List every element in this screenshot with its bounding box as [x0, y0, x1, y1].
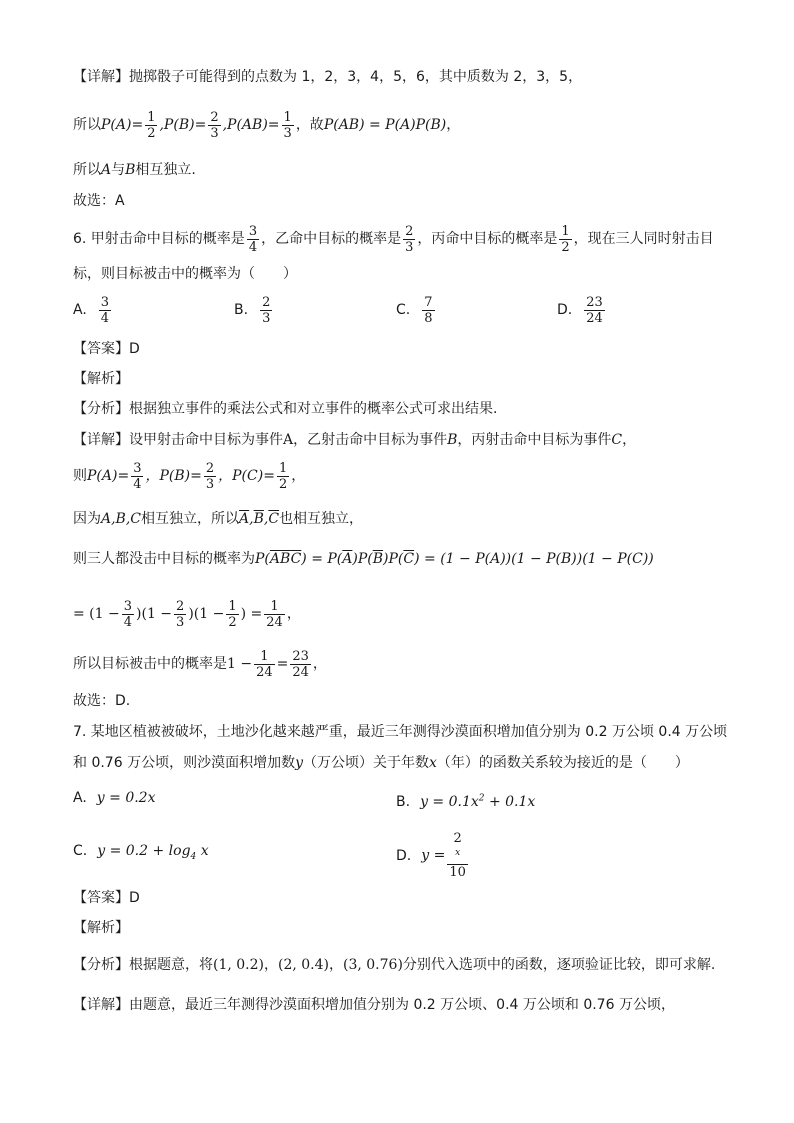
fraction-denominator: 3: [176, 614, 185, 630]
math-x: x: [429, 755, 437, 771]
math-pc: ，P(C): [218, 468, 264, 484]
q6-fenxi: [73, 399, 754, 419]
text: （年）的函数关系较为接近的是（ ）: [436, 755, 689, 771]
answer-tag: 【答案】: [73, 890, 129, 906]
math-pab: ,P(AB): [222, 117, 268, 133]
math-abc: A,B,C: [101, 511, 142, 527]
fraction-numerator: 1: [264, 599, 285, 615]
event-c: C: [611, 432, 623, 448]
text: 与: [111, 162, 126, 178]
option-label: B.: [396, 793, 411, 810]
option-label: B.: [234, 302, 249, 318]
equals-sign: =: [263, 468, 275, 484]
fenxi-text: 根据独立事件的乘法公式和对立事件的概率公式可求出结果.: [129, 401, 498, 417]
fraction-numerator: 7: [424, 294, 433, 310]
fenxi-tag: 【分析】: [73, 401, 129, 417]
fraction: [260, 295, 272, 326]
option-formula: [97, 843, 209, 862]
q7-option-c[interactable]: [73, 841, 209, 867]
math-y: y: [295, 755, 303, 771]
exponent: x: [455, 848, 461, 858]
text: ，乙射击命中目标为事件: [293, 432, 448, 448]
text: 所以: [73, 162, 101, 178]
text: ，丙命中目标的概率是: [417, 231, 558, 247]
fraction-denominator: 4: [133, 476, 142, 492]
fraction: [131, 461, 143, 492]
text: 相互独立，所以: [141, 511, 240, 527]
text: ，乙命中目标的概率是: [261, 231, 402, 247]
q7-detail: [73, 995, 754, 1015]
fraction-denominator: 4: [248, 239, 258, 255]
fraction-numerator: [447, 831, 468, 865]
q6-choice: 故选：D.: [73, 693, 131, 709]
answer-value: D: [129, 341, 140, 357]
text: ，现在三人同时射击目: [573, 231, 714, 247]
fraction-denominator: 2: [278, 476, 288, 492]
q7-fenxi: [73, 955, 754, 975]
text: 则: [73, 468, 87, 484]
q6-none-line: [73, 549, 754, 569]
formula-part: y = 0.1x: [420, 793, 479, 810]
separator: ，: [264, 957, 278, 973]
math-none-hit: $P(\overline{A}\overline{B}\overline{C}) = P(\overline{A})P(\overline{B})P(\overline{C})$: [255, 551, 425, 567]
equals-sign: =: [194, 117, 207, 133]
equals-sign: =: [131, 117, 144, 133]
equals-sign: =: [117, 468, 130, 484]
text: 则三人都没击中目标的概率为: [73, 551, 255, 567]
fraction-numerator: 2: [210, 109, 219, 125]
fraction: [264, 599, 285, 630]
fraction-denominator: 3: [205, 476, 215, 492]
fraction-numerator: 3: [100, 294, 110, 310]
text: ，: [312, 656, 327, 672]
math: )(1 −: [188, 606, 225, 622]
fraction: [282, 110, 294, 141]
q5-choice: 故选：A: [73, 193, 125, 209]
fraction: [174, 599, 186, 630]
fraction-numerator: 3: [133, 460, 142, 476]
point-1: (1, 0.2): [213, 957, 264, 973]
fraction-denominator: 2: [561, 239, 570, 255]
option-label: D.: [396, 847, 412, 864]
detail-text: 抛掷骰子可能得到的点数为 1，2，3，4，5，6，其中质数为 2，3，5，: [129, 69, 583, 85]
fraction-denominator: 24: [292, 664, 309, 680]
q7-option-d[interactable]: [396, 831, 470, 880]
math-pb: ,P(B): [159, 117, 195, 133]
text: 相互独立.: [135, 162, 196, 178]
fraction-denominator: 3: [210, 125, 219, 141]
fraction-denominator: 3: [283, 125, 292, 141]
math: ) =: [240, 606, 263, 622]
detail-tag: 【详解】: [73, 997, 129, 1013]
formula-part: y =: [421, 847, 446, 864]
point-2: (2, 0.4): [278, 957, 329, 973]
fraction: [99, 295, 111, 326]
fraction-denominator: 24: [586, 310, 603, 326]
event-b: B: [447, 432, 458, 448]
math-product-rule: P(AB) = P(A)P(B): [323, 117, 447, 133]
q5-probability-line: [73, 108, 754, 142]
fraction: [559, 224, 571, 255]
q7-option-b[interactable]: [396, 788, 535, 812]
q7-stem-line2: [73, 753, 754, 773]
fraction-denominator: 2: [147, 125, 156, 141]
fraction-denominator: 24: [266, 614, 283, 630]
equals-sign: =: [276, 656, 289, 672]
fraction-numerator: 1: [147, 109, 156, 125]
log-base: 4: [190, 851, 197, 862]
q6-stem-line2: 标，则目标被击中的概率为（ ）: [73, 266, 297, 282]
text: 和 0.76 万公顷，则沙漠面积增加数: [73, 755, 296, 771]
q5-detail-line: [73, 67, 754, 87]
formula-part: y = 0.2 + log: [97, 843, 191, 859]
fraction-denominator: 3: [262, 310, 271, 326]
math-none-expansion: = (1 − P(A))(1 − P(B))(1 − P(C)): [424, 551, 654, 567]
option-label: C.: [73, 843, 88, 859]
text: 设甲射击命中目标为事件: [129, 432, 283, 448]
fraction-denominator: 2: [228, 614, 237, 630]
fraction: [208, 110, 220, 141]
fraction-denominator: 3: [405, 239, 414, 255]
fraction-numerator: 2: [405, 223, 414, 239]
q6-option-b[interactable]: [234, 292, 274, 328]
fraction: [403, 224, 415, 255]
fraction-numerator: 2: [176, 598, 185, 614]
option-formula: y = 0.2x: [96, 790, 156, 806]
option-label: C.: [396, 302, 411, 318]
answer-tag: 【答案】: [73, 341, 129, 357]
fraction-numerator: 2: [262, 294, 271, 310]
q6-option-a[interactable]: [73, 292, 113, 328]
text: 6. 甲射击命中目标的概率是: [73, 231, 245, 247]
fraction: [122, 599, 134, 630]
option-label: A.: [73, 302, 87, 318]
math-pa: P(A): [101, 117, 132, 133]
fraction: [447, 831, 468, 880]
text: ，故: [295, 117, 324, 133]
fraction-numerator: 3: [123, 598, 133, 614]
detail-tag: 【详解】: [73, 69, 129, 85]
math: = (1 −: [73, 606, 120, 622]
text: 分别代入选项中的函数，逐项验证比较，即可求解.: [402, 957, 716, 973]
text-prefix: 所以: [73, 117, 101, 133]
q6-option-c[interactable]: [396, 292, 437, 328]
fraction-numerator: 1: [283, 109, 292, 125]
detail-tag: 【详解】: [73, 432, 129, 448]
q6-calc-line: [73, 596, 754, 632]
math-pa: P(A): [87, 468, 118, 484]
text: ，: [446, 117, 461, 133]
fraction-numerator: 2: [205, 460, 215, 476]
text: ，: [286, 606, 301, 622]
formula-part: x: [196, 843, 209, 859]
fraction-denominator: 10: [449, 865, 466, 881]
fraction: [422, 295, 434, 326]
fraction: [145, 110, 157, 141]
text: ，: [291, 468, 306, 484]
power-base: 2: [453, 831, 462, 846]
event-a: A: [283, 432, 294, 448]
text: （万公顷）关于年数: [303, 755, 429, 771]
math: )(1 −: [136, 606, 173, 622]
text: 因为: [73, 511, 101, 527]
math-b: B: [125, 162, 136, 178]
answer-value: D: [129, 890, 140, 906]
fraction: [254, 649, 275, 680]
text: 根据题意，将: [129, 957, 213, 973]
formula-part: + 0.1x: [484, 793, 536, 810]
equals-sign: =: [267, 117, 280, 133]
q6-hit-line: [73, 646, 754, 682]
math-pb: ，P(B): [145, 468, 191, 484]
math-a: A: [101, 162, 112, 178]
q6-analysis-tag: 【解析】: [73, 371, 129, 387]
q6-then-line: [73, 458, 754, 494]
q5-independence-line: [73, 160, 754, 180]
option-formula: [420, 794, 535, 810]
text: 也相互独立，: [279, 511, 364, 527]
math-complement-events: $\overline{A},\overline{B},\overline{C}$: [239, 511, 280, 527]
q6-option-d[interactable]: [557, 292, 607, 328]
q7-option-a[interactable]: [73, 788, 155, 808]
q6-because-line: [73, 509, 754, 529]
fraction: [584, 295, 605, 326]
fraction: [277, 461, 289, 492]
fenxi-tag: 【分析】: [73, 957, 129, 973]
math: 1 −: [227, 656, 253, 672]
fraction: [204, 461, 216, 492]
q6-stem-line1: [73, 222, 754, 256]
fraction: [247, 224, 259, 255]
fraction-denominator: 4: [123, 614, 133, 630]
detail-text: 由题意，最近三年测得沙漠面积增加值分别为 0.2 万公顷、0.4 万公顷和 0.76 万公顷，: [129, 997, 675, 1013]
fraction-numerator: 23: [586, 294, 603, 310]
fraction-numerator: 3: [248, 223, 258, 239]
fraction-numerator: 1: [561, 223, 570, 239]
text: ，: [622, 432, 637, 448]
option-label: A.: [73, 790, 87, 806]
fraction-denominator: 8: [424, 310, 433, 326]
fraction: [290, 649, 311, 680]
fraction-denominator: 24: [256, 664, 273, 680]
separator: ，: [329, 957, 343, 973]
text: ，丙射击命中目标为事件: [457, 432, 612, 448]
q7-stem-line1: 7. 某地区植被被破坏，土地沙化越来越严重，最近三年测得沙漠面积增加值分别为 0.2 万公顷 0.4 万公顷: [73, 724, 728, 740]
fraction-numerator: 1: [228, 598, 237, 614]
q6-answer: [73, 339, 754, 359]
fraction-numerator: 23: [292, 648, 309, 664]
q6-detail: [73, 430, 754, 450]
option-label: D.: [557, 302, 573, 318]
text: 所以目标被击中的概率是: [73, 656, 227, 672]
q7-answer: [73, 888, 754, 908]
fraction: [226, 599, 238, 630]
equals-sign: =: [190, 468, 202, 484]
fraction-numerator: 1: [254, 649, 275, 665]
point-3: (3, 0.76): [343, 957, 403, 973]
fraction-denominator: 4: [100, 310, 110, 326]
exponent: 2: [478, 793, 485, 803]
fraction-numerator: 1: [278, 460, 288, 476]
q7-analysis-tag: 【解析】: [73, 920, 129, 936]
